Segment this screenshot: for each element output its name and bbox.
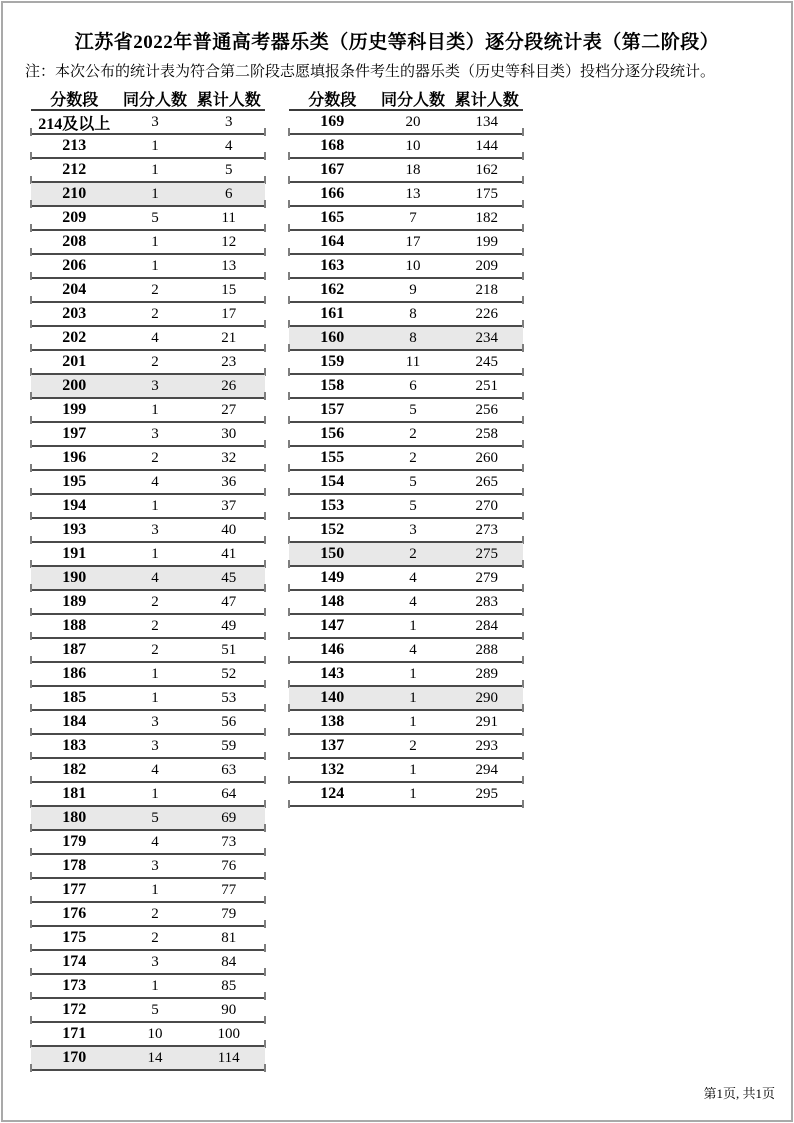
score-cell: 155 <box>320 449 345 466</box>
cumulative-count-cell: 289 <box>475 665 498 682</box>
same-count-cell: 3 <box>409 521 417 538</box>
cumulative-count-cell: 265 <box>475 473 498 490</box>
cumulative-count-cell: 295 <box>475 785 498 802</box>
score-cell: 140 <box>320 689 345 706</box>
table-row <box>289 399 523 423</box>
cumulative-count-cell: 144 <box>475 137 498 154</box>
cumulative-count-cell: 32 <box>221 449 237 466</box>
cumulative-count-cell: 162 <box>475 161 498 178</box>
same-count-cell: 4 <box>409 593 417 610</box>
score-cell: 146 <box>320 641 345 658</box>
table-row <box>289 615 523 639</box>
score-cell: 158 <box>320 377 345 394</box>
cumulative-count-cell: 12 <box>221 233 237 250</box>
same-count-cell: 2 <box>151 281 159 298</box>
table-row <box>289 423 523 447</box>
score-cell: 124 <box>320 785 345 802</box>
same-count-cell: 2 <box>151 593 159 610</box>
same-count-cell: 2 <box>151 449 159 466</box>
table-row <box>31 183 265 207</box>
same-count-cell: 2 <box>409 449 417 466</box>
page-title: 江苏省2022年普通高考器乐类（历史等科目类）逐分段统计表（第二阶段） <box>74 32 720 53</box>
score-cell: 162 <box>320 281 345 298</box>
score-cell: 181 <box>62 785 87 802</box>
same-count-cell: 2 <box>151 905 159 922</box>
same-count-cell: 1 <box>409 713 417 730</box>
same-count-cell: 4 <box>151 473 159 490</box>
same-count-cell: 3 <box>151 713 159 730</box>
score-cell: 203 <box>62 305 87 322</box>
same-count-cell: 1 <box>151 401 159 418</box>
cumulative-count-cell: 100 <box>217 1025 240 1042</box>
table-row <box>289 135 523 159</box>
score-cell: 159 <box>320 353 345 370</box>
cumulative-count-cell: 76 <box>221 857 237 874</box>
table-row <box>31 1023 265 1047</box>
cumulative-count-cell: 84 <box>221 953 237 970</box>
document-page <box>1 1 793 1122</box>
same-count-cell: 3 <box>151 114 159 130</box>
score-cell: 161 <box>320 305 345 322</box>
table-row <box>289 327 523 351</box>
same-count-cell: 2 <box>151 353 159 370</box>
same-count-cell: 1 <box>151 545 159 562</box>
same-count-cell: 5 <box>409 497 417 514</box>
cumulative-count-cell: 114 <box>217 1049 240 1066</box>
cumulative-count-cell: 283 <box>475 593 498 610</box>
table-row <box>289 159 523 183</box>
table-row <box>31 783 265 807</box>
score-cell: 213 <box>62 137 87 154</box>
score-cell: 182 <box>62 761 87 778</box>
score-cell: 176 <box>62 905 87 922</box>
same-count-cell: 4 <box>409 641 417 658</box>
column-header: 分数段 <box>308 92 357 109</box>
score-cell: 152 <box>320 521 345 538</box>
table-row <box>289 447 523 471</box>
score-table-right <box>289 87 523 807</box>
same-count-cell: 3 <box>151 953 159 970</box>
score-cell: 202 <box>62 329 87 346</box>
same-count-cell: 1 <box>151 881 159 898</box>
score-cell: 148 <box>320 593 345 610</box>
score-cell: 183 <box>62 737 87 754</box>
score-cell: 188 <box>62 617 87 634</box>
score-cell: 132 <box>320 761 345 778</box>
cumulative-count-cell: 23 <box>221 353 237 370</box>
cumulative-count-cell: 5 <box>224 161 233 178</box>
column-header: 同分人数 <box>123 92 188 109</box>
score-cell: 200 <box>62 377 87 394</box>
same-count-cell: 4 <box>151 833 159 850</box>
table-row <box>289 663 523 687</box>
cumulative-count-cell: 13 <box>221 257 237 274</box>
score-cell: 166 <box>320 185 345 202</box>
same-count-cell: 10 <box>405 137 421 154</box>
column-header: 累计人数 <box>454 92 519 109</box>
column-header: 累计人数 <box>196 92 261 109</box>
cumulative-count-cell: 63 <box>221 761 237 778</box>
cumulative-count-cell: 270 <box>475 497 498 514</box>
table-row <box>31 231 265 255</box>
table-row <box>289 495 523 519</box>
cumulative-count-cell: 51 <box>221 641 237 658</box>
same-count-cell: 5 <box>409 473 417 490</box>
score-cell: 189 <box>62 593 87 610</box>
cumulative-count-cell: 256 <box>475 401 498 418</box>
cumulative-count-cell: 279 <box>475 569 498 586</box>
table-header-row <box>31 87 265 111</box>
table-row <box>31 639 265 663</box>
note-text: 注：本次公布的统计表为符合第二阶段志愿填报条件考生的器乐类（历史等科目类）投档分逐分段统计。 <box>25 64 716 80</box>
table-row <box>31 327 265 351</box>
score-cell: 167 <box>320 161 345 178</box>
same-count-cell: 1 <box>409 665 417 682</box>
same-count-cell: 1 <box>151 185 159 202</box>
score-cell: 186 <box>62 665 87 682</box>
table-row <box>289 591 523 615</box>
table-row <box>31 135 265 159</box>
table-header-row <box>289 87 523 111</box>
table-row <box>31 663 265 687</box>
same-count-cell: 2 <box>409 425 417 442</box>
score-cell: 153 <box>320 497 345 514</box>
table-row <box>289 303 523 327</box>
same-count-cell: 1 <box>151 689 159 706</box>
table-row <box>31 447 265 471</box>
same-count-cell: 14 <box>147 1049 163 1066</box>
table-row <box>31 279 265 303</box>
same-count-cell: 1 <box>151 977 159 994</box>
same-count-cell: 4 <box>151 329 159 346</box>
same-count-cell: 5 <box>151 1001 159 1018</box>
same-count-cell: 10 <box>147 1025 163 1042</box>
table-row <box>31 759 265 783</box>
table-row <box>31 351 265 375</box>
score-cell: 160 <box>320 329 345 346</box>
same-count-cell: 5 <box>151 209 159 226</box>
table-row <box>289 375 523 399</box>
table-row <box>289 711 523 735</box>
score-cell: 171 <box>62 1025 87 1042</box>
same-count-cell: 17 <box>405 233 421 250</box>
table-row <box>31 855 265 879</box>
cumulative-count-cell: 291 <box>475 713 498 730</box>
table-row <box>31 711 265 735</box>
cumulative-count-cell: 258 <box>475 425 498 442</box>
score-cell: 147 <box>320 617 345 634</box>
table-row <box>289 255 523 279</box>
cumulative-count-cell: 251 <box>475 377 498 394</box>
same-count-cell: 3 <box>151 857 159 874</box>
table-row <box>289 687 523 711</box>
cumulative-count-cell: 199 <box>475 233 498 250</box>
table-row <box>289 567 523 591</box>
cumulative-count-cell: 134 <box>475 113 498 130</box>
score-cell: 204 <box>62 281 87 298</box>
score-cell: 150 <box>320 545 345 562</box>
same-count-cell: 11 <box>405 353 421 370</box>
score-cell: 197 <box>62 425 87 442</box>
same-count-cell: 2 <box>409 545 417 562</box>
score-cell: 208 <box>62 233 87 250</box>
cumulative-count-cell: 245 <box>475 353 498 370</box>
score-cell: 196 <box>62 449 87 466</box>
score-cell: 191 <box>62 545 87 562</box>
same-count-cell: 2 <box>151 305 159 322</box>
table-row <box>289 639 523 663</box>
cumulative-count-cell: 45 <box>221 569 237 586</box>
cumulative-count-cell: 182 <box>475 209 498 226</box>
same-count-cell: 2 <box>409 737 417 754</box>
column-header: 分数段 <box>50 92 99 109</box>
tables-container <box>31 87 791 1120</box>
score-table-left <box>31 87 265 1071</box>
cumulative-count-cell: 40 <box>221 521 237 538</box>
cumulative-count-cell: 294 <box>475 761 498 778</box>
score-cell: 185 <box>62 689 87 706</box>
table-row <box>289 543 523 567</box>
score-cell: 212 <box>62 161 87 178</box>
cumulative-count-cell: 15 <box>221 281 237 298</box>
cumulative-count-cell: 17 <box>221 305 237 322</box>
table-row <box>31 927 265 951</box>
table-row <box>31 831 265 855</box>
cumulative-count-cell: 6 <box>224 185 233 202</box>
same-count-cell: 18 <box>405 161 421 178</box>
table-row <box>31 207 265 231</box>
table-row <box>31 375 265 399</box>
cumulative-count-cell: 3 <box>224 114 233 130</box>
score-cell: 143 <box>320 665 345 682</box>
cumulative-count-cell: 90 <box>221 1001 237 1018</box>
cumulative-count-cell: 81 <box>221 929 237 946</box>
table-row <box>31 687 265 711</box>
score-cell: 193 <box>62 521 87 538</box>
score-cell: 206 <box>62 257 87 274</box>
score-cell: 168 <box>320 137 345 154</box>
same-count-cell: 1 <box>151 497 159 514</box>
cumulative-count-cell: 4 <box>224 137 233 154</box>
score-cell: 169 <box>320 113 345 130</box>
same-count-cell: 1 <box>409 785 417 802</box>
score-cell: 165 <box>320 209 345 226</box>
cumulative-count-cell: 11 <box>221 209 236 226</box>
score-cell: 138 <box>320 713 345 730</box>
cumulative-count-cell: 260 <box>475 449 498 466</box>
table-row <box>289 279 523 303</box>
score-cell: 164 <box>320 233 345 250</box>
table-row <box>31 255 265 279</box>
same-count-cell: 4 <box>151 761 159 778</box>
same-count-cell: 1 <box>151 233 159 250</box>
cumulative-count-cell: 53 <box>221 689 237 706</box>
table-row <box>31 519 265 543</box>
score-cell: 187 <box>62 641 87 658</box>
same-count-cell: 1 <box>409 617 417 634</box>
same-count-cell: 7 <box>409 209 417 226</box>
same-count-cell: 1 <box>151 257 159 274</box>
score-cell: 137 <box>320 737 345 754</box>
cumulative-count-cell: 64 <box>221 785 237 802</box>
column-header: 同分人数 <box>381 92 446 109</box>
score-cell: 184 <box>62 713 87 730</box>
cumulative-count-cell: 85 <box>221 977 237 994</box>
score-cell: 199 <box>62 401 87 418</box>
cumulative-count-cell: 47 <box>221 593 237 610</box>
cumulative-count-cell: 290 <box>475 689 498 706</box>
table-row <box>31 471 265 495</box>
page-number: 第1页, 共1页 <box>703 1086 775 1101</box>
same-count-cell: 3 <box>151 521 159 538</box>
table-row <box>31 807 265 831</box>
cumulative-count-cell: 69 <box>221 809 237 826</box>
same-count-cell: 5 <box>409 401 417 418</box>
score-cell: 177 <box>62 881 87 898</box>
cumulative-count-cell: 49 <box>221 617 237 634</box>
table-row <box>289 783 523 807</box>
score-cell: 190 <box>62 569 87 586</box>
score-cell: 157 <box>320 401 345 418</box>
cumulative-count-cell: 218 <box>475 281 498 298</box>
cumulative-count-cell: 79 <box>221 905 237 922</box>
score-cell: 209 <box>62 209 87 226</box>
score-cell: 201 <box>62 353 87 370</box>
cumulative-count-cell: 77 <box>221 881 237 898</box>
same-count-cell: 10 <box>405 257 421 274</box>
same-count-cell: 1 <box>151 161 159 178</box>
score-cell: 180 <box>62 809 87 826</box>
same-count-cell: 4 <box>151 569 159 586</box>
table-row <box>31 735 265 759</box>
cumulative-count-cell: 59 <box>221 737 237 754</box>
table-row <box>31 951 265 975</box>
same-count-cell: 3 <box>151 425 159 442</box>
score-cell: 156 <box>320 425 345 442</box>
cumulative-count-cell: 73 <box>221 833 237 850</box>
same-count-cell: 5 <box>151 809 159 826</box>
table-row <box>31 543 265 567</box>
score-cell: 154 <box>320 473 345 490</box>
cumulative-count-cell: 234 <box>475 329 498 346</box>
cumulative-count-cell: 288 <box>475 641 498 658</box>
cumulative-count-cell: 52 <box>221 665 237 682</box>
cumulative-count-cell: 26 <box>221 377 237 394</box>
cumulative-count-cell: 56 <box>221 713 237 730</box>
cumulative-count-cell: 275 <box>475 545 498 562</box>
table-row <box>31 1047 265 1071</box>
table-row <box>31 423 265 447</box>
cumulative-count-cell: 226 <box>475 305 498 322</box>
score-cell: 173 <box>62 977 87 994</box>
table-row <box>289 351 523 375</box>
table-row <box>31 999 265 1023</box>
same-count-cell: 1 <box>409 689 417 706</box>
cumulative-count-cell: 30 <box>221 425 237 442</box>
cumulative-count-cell: 175 <box>475 185 498 202</box>
cumulative-count-cell: 37 <box>221 497 237 514</box>
table-row <box>31 615 265 639</box>
same-count-cell: 8 <box>409 329 417 346</box>
table-row <box>289 759 523 783</box>
score-cell: 174 <box>62 953 87 970</box>
same-count-cell: 1 <box>409 761 417 778</box>
cumulative-count-cell: 209 <box>475 257 498 274</box>
cumulative-count-cell: 21 <box>221 329 237 346</box>
cumulative-count-cell: 273 <box>475 521 498 538</box>
score-cell: 179 <box>62 833 87 850</box>
table-row <box>31 879 265 903</box>
table-row <box>31 903 265 927</box>
same-count-cell: 1 <box>151 785 159 802</box>
same-count-cell: 9 <box>409 281 417 298</box>
score-cell: 178 <box>62 857 87 874</box>
table-row <box>31 111 265 135</box>
score-cell: 175 <box>62 929 87 946</box>
same-count-cell: 4 <box>409 569 417 586</box>
table-row <box>289 183 523 207</box>
score-cell: 170 <box>62 1049 87 1066</box>
same-count-cell: 1 <box>151 137 159 154</box>
score-cell: 195 <box>62 473 87 490</box>
cumulative-count-cell: 27 <box>221 401 237 418</box>
table-row <box>31 159 265 183</box>
same-count-cell: 2 <box>151 929 159 946</box>
score-cell: 149 <box>320 569 345 586</box>
score-cell: 163 <box>320 257 345 274</box>
table-row <box>31 591 265 615</box>
same-count-cell: 13 <box>405 185 421 202</box>
table-row <box>289 231 523 255</box>
cumulative-count-cell: 36 <box>221 473 237 490</box>
table-row <box>31 399 265 423</box>
score-cell: 194 <box>62 497 87 514</box>
same-count-cell: 8 <box>409 305 417 322</box>
same-count-cell: 1 <box>151 665 159 682</box>
table-row <box>31 567 265 591</box>
cumulative-count-cell: 284 <box>475 617 498 634</box>
table-row <box>31 303 265 327</box>
same-count-cell: 20 <box>405 113 421 130</box>
cumulative-count-cell: 293 <box>475 737 498 754</box>
table-row <box>289 111 523 135</box>
table-row <box>289 735 523 759</box>
same-count-cell: 2 <box>151 617 159 634</box>
same-count-cell: 2 <box>151 641 159 658</box>
table-row <box>289 471 523 495</box>
same-count-cell: 6 <box>409 377 417 394</box>
table-row <box>289 207 523 231</box>
cumulative-count-cell: 41 <box>221 545 237 562</box>
score-cell: 214及以上 <box>38 116 111 133</box>
table-row <box>31 975 265 999</box>
table-row <box>289 519 523 543</box>
table-row <box>31 495 265 519</box>
same-count-cell: 3 <box>151 737 159 754</box>
score-cell: 210 <box>62 185 87 202</box>
score-cell: 172 <box>62 1001 87 1018</box>
same-count-cell: 3 <box>151 377 159 394</box>
